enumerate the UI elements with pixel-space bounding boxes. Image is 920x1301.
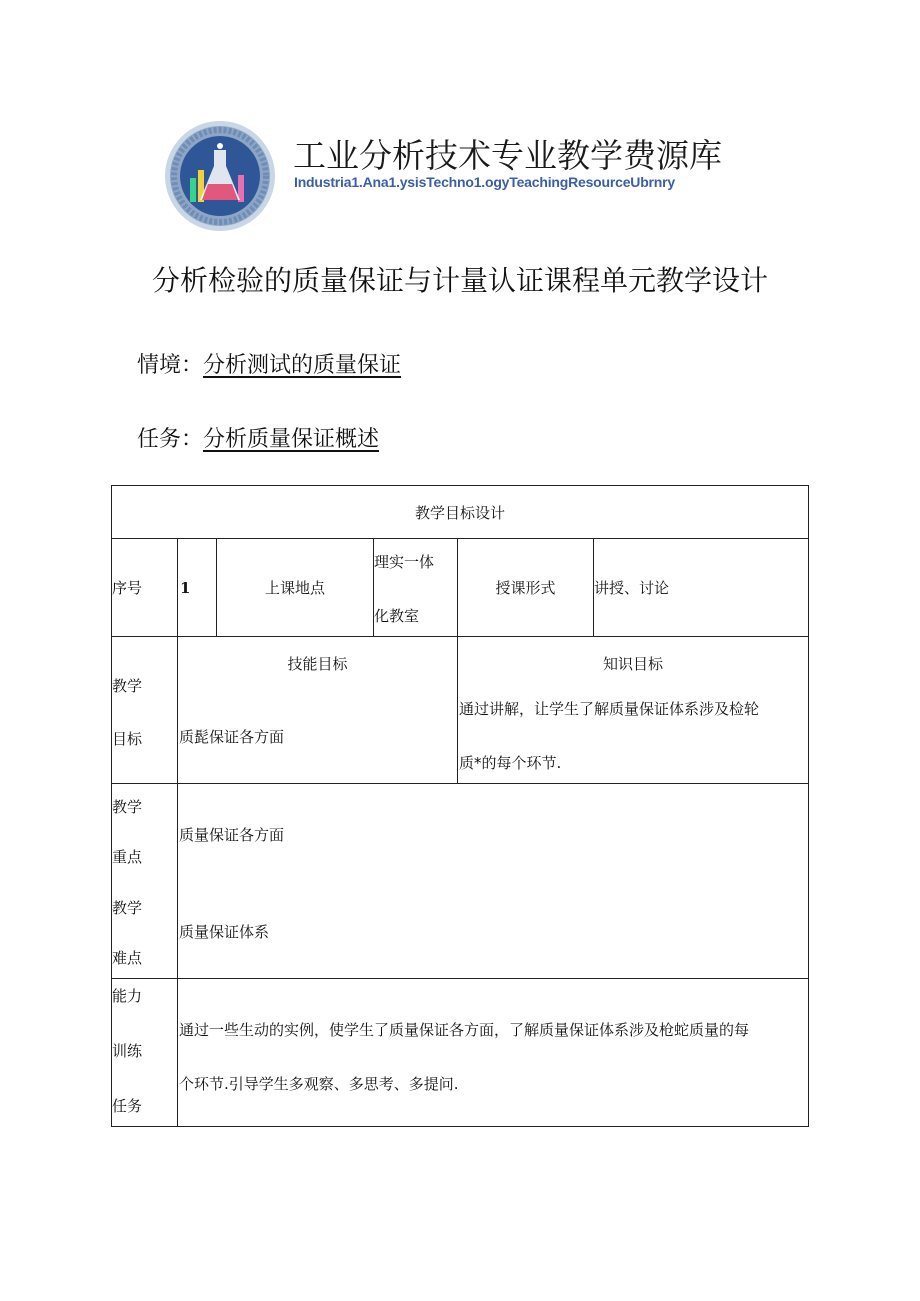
- document-title: 分析检验的质量保证与计量认证课程单元教学设计: [152, 264, 769, 297]
- serial-no-value: 1: [178, 539, 217, 637]
- task-line: [137, 422, 379, 453]
- key-points-content: [178, 784, 809, 979]
- training-task-line2: 个环节.引导学生多观察、多思考、多提问.: [179, 1075, 459, 1093]
- key-points-label-1: 教学: [112, 798, 143, 816]
- brand-logo-icon: [164, 120, 276, 232]
- training-task-label-3: 任务: [112, 1097, 143, 1115]
- knowledge-goal-line1: 通过讲解，让学生了解质量保证体系涉及检轮: [459, 700, 760, 718]
- knowledge-goal-cell: [458, 637, 809, 784]
- teaching-form-value: 讲授、讨论: [594, 539, 809, 637]
- scenario-value: 分析测试的质量保证: [203, 353, 402, 378]
- class-place-label: 上课地点: [217, 539, 374, 637]
- scenario-line: [137, 348, 401, 379]
- serial-no-label: 序号: [112, 539, 178, 637]
- teaching-goals-table: [111, 485, 809, 1127]
- class-place-value-line1: 理实一体: [374, 553, 435, 571]
- skill-goal-header: 技能目标: [287, 655, 348, 673]
- key-points-label: [112, 784, 178, 979]
- teaching-difficulty-text: 质量保证体系: [179, 923, 270, 941]
- training-task-label-1: 能力: [112, 987, 143, 1005]
- key-points-label-3: 教学: [112, 898, 143, 917]
- task-value: 分析质量保证概述: [203, 427, 380, 452]
- skill-goal-cell: [178, 637, 458, 784]
- brand-title-cn: 工业分析技术专业教学费源库: [293, 136, 722, 175]
- training-task-content: [178, 979, 809, 1127]
- training-task-line1: 通过一些生动的实例，使学生了质量保证各方面，了解质量保证体系涉及枪蛇质量的每: [179, 1021, 750, 1039]
- task-label: 任务：: [137, 427, 204, 452]
- class-place-value-line2: 化教室: [374, 607, 420, 625]
- table-title: 教学目标设计: [112, 486, 809, 539]
- scenario-label: 情境：: [137, 353, 204, 378]
- teaching-goals-label-line1: 教学: [112, 677, 143, 695]
- skill-goal-text: 质髭保证各方面: [179, 728, 285, 746]
- training-task-label-2: 训练: [112, 1042, 143, 1060]
- lab-flask-emblem-icon: [164, 120, 276, 232]
- knowledge-goal-line2: 质*的每个环节.: [459, 754, 562, 772]
- teaching-goals-label-line2: 目标: [112, 730, 143, 748]
- brand-title-en: Industria1.Ana1.ysisTechno1.ogyTeachingResourceUbrnry: [294, 174, 675, 190]
- teaching-goals-label: [112, 637, 178, 784]
- training-task-label: [112, 979, 178, 1127]
- key-points-label-4: 难点: [112, 948, 143, 967]
- key-points-label-2: 重点: [112, 848, 143, 867]
- teaching-form-label: 授课形式: [458, 539, 594, 637]
- teaching-focus-text: 质量保证各方面: [179, 826, 285, 844]
- class-place-value: [374, 539, 458, 637]
- knowledge-goal-header: 知识目标: [603, 655, 664, 673]
